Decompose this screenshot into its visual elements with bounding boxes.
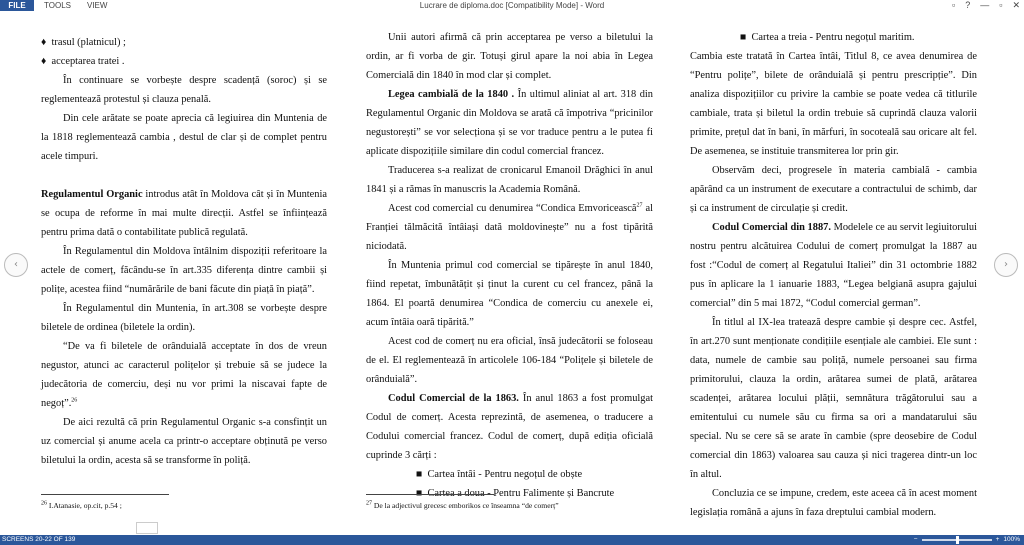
paragraph: Unii autori afirmă că prin acceptarea pe verso a biletului la ordin, ar fi vorba de gir. Totuși girul apare la noi abia în Legea Comercială din 1840 în mod clar și complet. [366, 32, 653, 81]
chevron-left-icon: ‹ [14, 259, 18, 270]
list-item: ♦ acceptarea tratei . [41, 56, 125, 67]
paragraph: Acest cod de comerț nu era oficial, însă judecătorii se foloseau de el. El reglementează în articolele 106-184 “Polițele și biletele de orânduială”. [366, 336, 653, 385]
zoom-in-button[interactable]: + [995, 536, 1000, 543]
paragraph: În continuare se vorbește despre scadență (soroc) și se reglementează protestul și clauza penală. [41, 75, 327, 105]
zoom-out-button[interactable]: − [913, 536, 918, 543]
footnote-27: $^{27}$ De la adjectivul grecesc emborikos ce înseamna “de comerț” [366, 500, 559, 510]
list-item: ■ Cartea a doua - Pentru Falimente și Bancrute [416, 488, 615, 499]
scroll-thumb[interactable] [136, 522, 158, 534]
status-bar [0, 535, 1024, 545]
zoom-slider[interactable] [922, 539, 992, 541]
next-screen-button[interactable] [994, 253, 1018, 277]
window-controls [952, 0, 1020, 11]
page-22 [690, 28, 977, 522]
paragraph: În Regulamentul din Moldova întâlnim dispoziții referitoare la actele de comerț, făcându-se în art.335 diferența dintre cambii și polițe, acestea fiind “numărările de bani făcute din piață în piață”. [41, 246, 327, 295]
paragraph: În Muntenia primul cod comercial se tipărește în anul 1840, fiind repetat, îmbunătățit și ținut la curent cu cel francez, până la 1864. El poartă denumirea “Condica de comerciu cu anexele ei, acum întâia oară tipărită.” [366, 260, 653, 328]
footnote-26: $^{26}$ I.Atanasie, op.cit, p.54 ; [41, 500, 122, 510]
footnote-separator [366, 494, 494, 495]
maximize-icon[interactable]: ▫ [999, 0, 1003, 10]
view-menu[interactable]: VIEW [87, 1, 108, 10]
paragraph: Codul Comercial de la 1863. În anul 1863 a fost promulgat Codul de comerț. Acesta reprezintă, de asemenea, o traducere a Codului comercial francez. Codul de comerț, după ediția oficială cuprinde 3 cărți : [366, 393, 653, 461]
list-item: ■ Cartea a treia - Pentru negoțul maritim. [740, 32, 915, 43]
ribbon-display-icon[interactable]: ▫ [952, 0, 956, 10]
paragraph: Din cele arătate se poate aprecia că legiuirea din Muntenia de la 1818 reglementează cambia , destul de clar și de complet pentru acele timpuri. [41, 113, 327, 162]
paragraph: În titlul al IX-lea tratează despre cambie și despre cec. Astfel, în art.270 sunt menționate condițiile esențiale ale cambiei. Ele sunt : data, numele de cambie sau poliță, numele persoanei sau firma primitorului, clauza la ordin, arătarea sumei de plată, arătarea scadenței, arătarea locului plății, semnătura trăgătorului sau a emitentului cu numele său cu firma sa ori a mandatarului său special. Nu se cere să se arate în cambie (spre deosebire de Codul comercial din 1863) valoarea sau cauza și nici tragerea dintr-un loc în altul. [690, 317, 977, 480]
paragraph: Cambia este tratată în Cartea întâi, Titlul 8, ce avea denumirea de “Pentru polițe”, bilete de orânduială și pentru prescripție”. Din analiza dispozițiilor cu privire la cambie se poate vedea că titlurile cambiale, trata și biletul la ordin trebuie să cuprindă clauza valorii primite, prețul dat în bani, în mărfuri, în socoteală sau oricare alt fel. De asemenea, se instituie transmiterea lor prin gir. [690, 51, 977, 157]
screen-counter: SCREENS 20-22 OF 139 [2, 536, 76, 543]
paragraph: Observăm deci, progresele în materia cambială - cambia apărând ca un instrument de executare a contractului de schimb, dar și ca instrument de circulație și credit. [690, 165, 977, 214]
close-icon[interactable]: ✕ [1012, 0, 1020, 10]
paragraph: Acest cod comercial cu denumirea “Condica Emvoricească$^{27}$ al Franției tălmăcită întâiași dată moldovinește” nu a fost tipărită niciodată. [366, 202, 653, 252]
zoom-control [914, 535, 1020, 545]
paragraph: Regulamentul Organic introdus atât în Moldova cât și în Muntenia se ocupa de reforme în mai multe direcții. Astfel se înființează pentru prima dată o contabilitate publică regulată. [41, 189, 327, 238]
previous-screen-button[interactable] [4, 253, 28, 277]
document-title: Lucrare de diploma.doc [Compatibility Mode] - Word [419, 1, 605, 10]
page-20 [41, 33, 327, 470]
chevron-right-icon: › [1004, 259, 1008, 270]
footnote-separator [41, 494, 169, 495]
file-tab[interactable]: FILE [0, 0, 34, 11]
paragraph: Legea cambială de la 1840 . În ultimul aliniat al art. 318 din Regulamentul Organic din Moldova se arată că împotriva “pricinilor negustorești” se vor selecționa și se vor traduce pentru a le putea fi aplicate dispozițiile similare din codul comercial francez. [366, 89, 653, 157]
page-21 [366, 28, 653, 503]
list-item: ■ Cartea întâi - Pentru negoțul de obște [416, 469, 583, 480]
paragraph: În Regulamentul din Muntenia, în art.308 se vorbește despre biletele de ordinea (biletele la ordin). [41, 303, 327, 333]
help-icon[interactable]: ? [965, 0, 971, 10]
paragraph: Traducerea s-a realizat de cronicarul Emanoil Drăghici în anul 1841 și a rămas în manuscris la Academia Română. [366, 165, 653, 195]
title-bar [0, 0, 1024, 11]
zoom-slider-knob[interactable] [956, 536, 959, 544]
minimize-icon[interactable]: — [980, 0, 990, 10]
paragraph: “De va fi biletele de orânduială acceptate în dos de vreun negustor, atunci ac caracterul polițelor și trebuie să se judece la judecătoria de comerciu, deși nu vor primi la niscavai fapte de negoț”.$^{26}$ [41, 341, 327, 409]
zoom-level[interactable]: 100% [1003, 536, 1020, 543]
paragraph: De aici rezultă că prin Regulamentul Organic s-a consfințit un uz comercial și anume acela ca printr-o acceptare obținută pe verso biletului la ordin, acesta să se transforme în poliță. [41, 417, 327, 466]
list-item: ♦ trasul (platnicul) ; [41, 37, 126, 48]
tools-menu[interactable]: TOOLS [44, 1, 71, 10]
paragraph: Codul Comercial din 1887. Modelele ce au servit legiuitorului nostru pentru alcătuirea Codului de comerț promulgat la 1887 au fost :“Codul de comerț al Regatului Italiei” din 31 octombrie 1882 pus în aplicare la 1 ianuarie 1883, “Legea belgiană asupra gajului comercial” din 5 mai 1872, “Codul comercial german”. [690, 222, 977, 309]
paragraph: Concluzia ce se impune, credem, este aceea că în acest moment legislația română a ajuns în faza dreptului cambial modern. [690, 488, 977, 518]
